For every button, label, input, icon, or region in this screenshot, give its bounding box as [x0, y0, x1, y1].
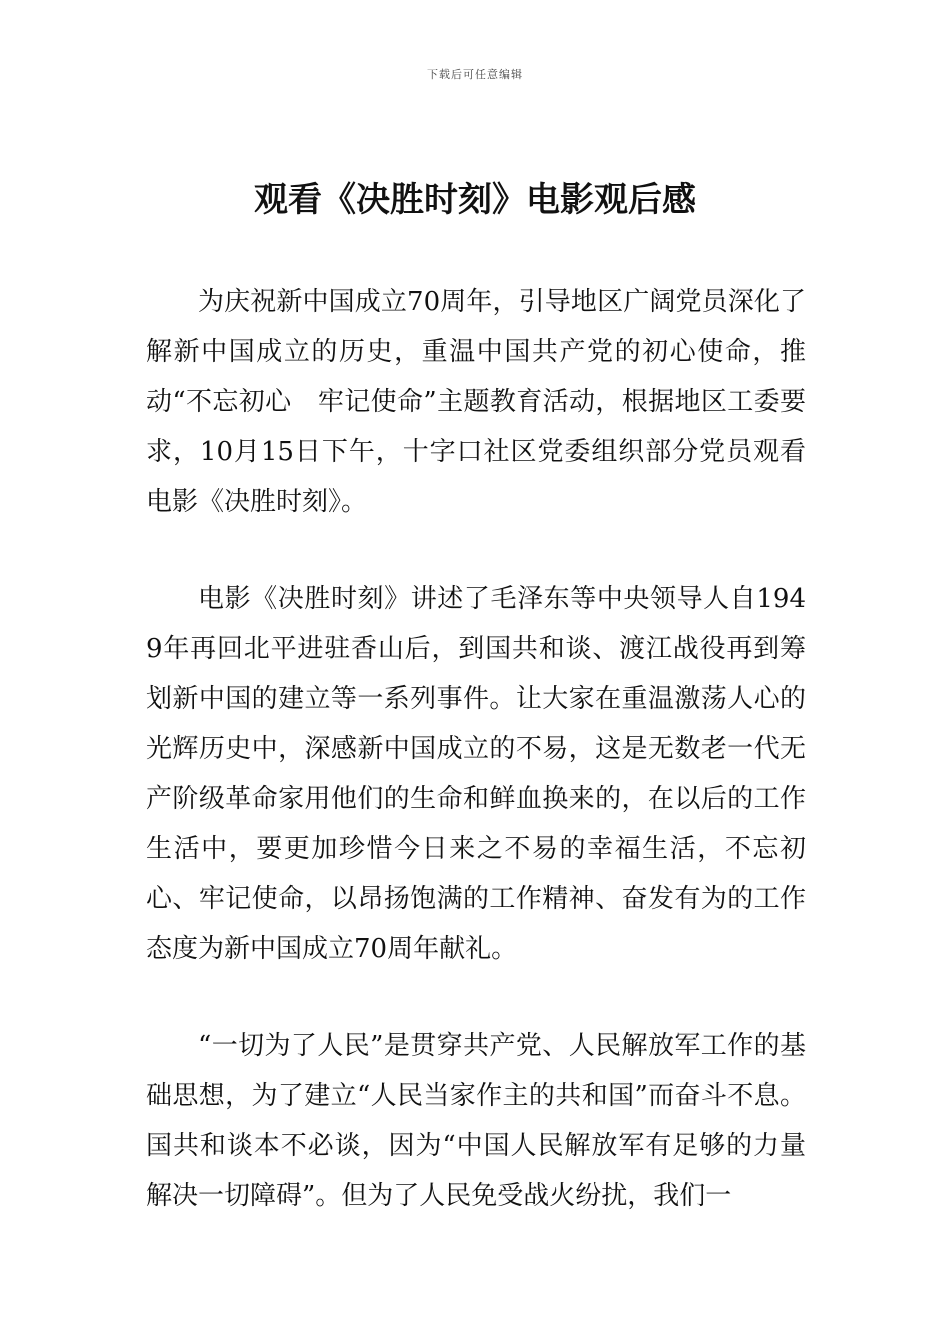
paragraph-3-block: [146, 1021, 806, 1221]
paragraph-1-block: [146, 277, 806, 527]
document-title: 观看《决胜时刻》电影观后感: [254, 180, 696, 220]
paragraph-3: “一切为了人民”是贯穿共产党、人民解放军工作的基础思想，为了建立“人民当家作主的共和国”而奋斗不息。国共和谈本不必谈，因为“中国人民解放军有足够的力量解决一切障碍”。但为了人民免受战火纷扰，我们一: [146, 1031, 806, 1211]
paragraph-2: 电影《决胜时刻》讲述了毛泽东等中央领导人自1949年再回北平进驻香山后，到国共和谈、渡江战役再到筹划新中国的建立等一系列事件。让大家在重温激荡人心的光辉历史中，深感新中国成立的不易，这是无数老一代无产阶级革命家用他们的生命和鲜血换来的，在以后的工作生活中，要更加珍惜今日来之不易的幸福生活，不忘初心、牢记使命，以昂扬饱满的工作精神、奋发有为的工作态度为新中国成立70周年献礼。: [146, 584, 806, 964]
paragraph-1: 为庆祝新中国成立70周年，引导地区广阔党员深化了解新中国成立的历史，重温中国共产党的初心使命，推动“不忘初心 牢记使命”主题教育活动，根据地区工委要求，10月15日下午，十字口社区党委组织部分党员观看电影《决胜时刻》。: [146, 287, 806, 517]
paragraph-2-block: [146, 574, 806, 974]
header-note: 下载后可任意编辑: [427, 68, 523, 81]
